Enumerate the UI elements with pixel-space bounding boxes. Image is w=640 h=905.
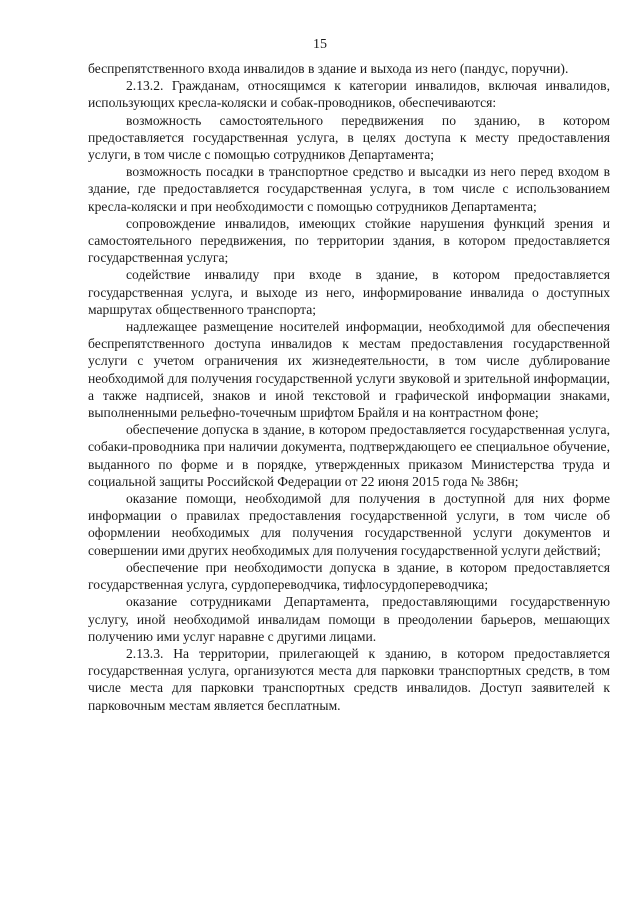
document-body bbox=[88, 60, 610, 714]
paragraph-list-item: оказание помощи, необходимой для получения в доступной для них форме информации о правилах предоставления государственной услуги, в том числе об оформлении необходимых для получения государственной услуги документов и совершении ими других необходимых для получения государственной услуги действий; bbox=[88, 491, 610, 558]
paragraph-list-item: возможность посадки в транспортное средство и высадки из него перед входом в здание, где предоставляется государственная услуга, в том числе с использованием кресла-коляски и при необходимости с помощью сотрудников Департамента; bbox=[88, 164, 610, 214]
paragraph-section-2-13-2: 2.13.2. Гражданам, относящимся к категории инвалидов, включая инвалидов, использующих кресла-коляски и собак-проводников, обеспечиваются: bbox=[88, 78, 610, 111]
paragraph-list-item: возможность самостоятельного передвижения по зданию, в котором предоставляется государственная услуга, в целях доступа к месту предоставления услуги, в том числе с помощью сотрудников Департамента; bbox=[88, 112, 610, 163]
paragraph-continuation: беспрепятственного входа инвалидов в здание и выхода из него (пандус, поручни). bbox=[88, 61, 569, 76]
paragraph-list-item: оказание сотрудниками Департамента, предоставляющими государственную услугу, иной необходимой инвалидам помощи в преодолении барьеров, мешающих получению ими услуг наравне с другими лицами. bbox=[88, 594, 610, 644]
paragraph-list-item: обеспечение допуска в здание, в котором предоставляется государственная услуга, собаки-проводника при наличии документа, подтверждающего ее специальное обучение, выданного по форме и в порядке, утвержденных приказом Министерства труда и социальной защиты Российской Федерации от 22 июня 2015 года № 386н; bbox=[88, 422, 610, 489]
paragraph-list-item: сопровождение инвалидов, имеющих стойкие нарушения функций зрения и самостоятельного передвижения, по территории здания, в котором предоставляется государственная услуга; bbox=[88, 215, 610, 266]
paragraph-list-item: надлежащее размещение носителей информации, необходимой для обеспечения беспрепятственного доступа инвалидов к местам предоставления государственной услуги с учетом ограничения их жизнедеятельности, в том числе дублирование необходимой для получения государственной услуги звуковой и зрительной информации, а также надписей, знаков и иной текстовой и графической информации знаками, выполненными рельефно-точечным шрифтом Брайля и на контрастном фоне; bbox=[88, 319, 610, 421]
page-number: 15 bbox=[313, 37, 327, 52]
paragraph-list-item: обеспечение при необходимости допуска в здание, в котором предоставляется государственная услуга, сурдопереводчика, тифлосурдопереводчика; bbox=[88, 559, 610, 593]
paragraph-list-item: содействие инвалиду при входе в здание, в котором предоставляется государственная услуга, и выходе из него, информирование инвалида о доступных маршрутах общественного транспорта; bbox=[88, 267, 610, 317]
paragraph-section-2-13-3: 2.13.3. На территории, прилегающей к зданию, в котором предоставляется государственная услуга, организуются места для парковки транспортных средств, в том числе места для парковки транспортных средств инвалидов. Доступ заявителей к парковочным местам является бесплатным. bbox=[88, 645, 610, 713]
